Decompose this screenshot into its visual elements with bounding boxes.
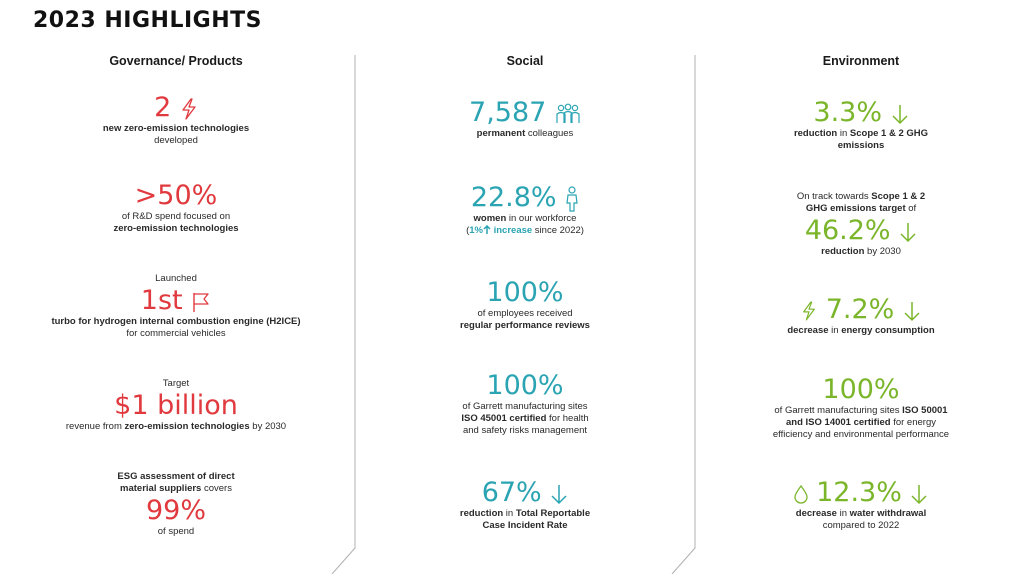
- arrow-down-icon: [550, 483, 568, 505]
- stat-value: 22.8%: [470, 182, 557, 213]
- increase-note: (1% increase since 2022): [466, 225, 584, 236]
- stat-label: revenue from zero-emission technologies by 2030: [65, 421, 287, 432]
- stat-label: of employees received: [477, 308, 573, 319]
- stat-label: for commercial vehicles: [126, 328, 226, 339]
- governance-item-revenue-target: [26, 378, 326, 433]
- arrow-down-icon: [891, 103, 909, 125]
- environment-item-energy: [711, 294, 1011, 337]
- governance-item-technologies: [26, 92, 326, 147]
- stat-value: 1st: [140, 285, 183, 316]
- stat-value: 7.2%: [825, 294, 895, 325]
- stat-value: 2: [154, 92, 172, 123]
- stat-label: ISO 45001 certified for health: [461, 413, 589, 424]
- flag-icon: [191, 291, 211, 313]
- social-item-women: [375, 182, 675, 237]
- stat-label: and ISO 14001 certified for energy: [786, 417, 936, 428]
- stat-label-bold: regular performance reviews: [460, 320, 590, 331]
- stat-label: On track towards Scope 1 & 2: [796, 191, 926, 202]
- environment-item-ghg-target: [711, 191, 1011, 258]
- arrow-down-icon: [899, 221, 917, 243]
- lightning-icon: [180, 98, 198, 120]
- stat-label-bold: emissions: [837, 140, 885, 151]
- social-header: Social: [506, 54, 544, 68]
- stat-prefix: Launched: [155, 273, 197, 284]
- stat-label: of Garrett manufacturing sites ISO 50001: [774, 405, 948, 416]
- stat-value: 12.3%: [816, 477, 902, 508]
- environment-header: Environment: [822, 54, 900, 68]
- stat-label-bold: Case Incident Rate: [482, 520, 568, 531]
- stat-label: of Garrett manufacturing sites: [462, 401, 588, 412]
- arrow-up-icon: [483, 225, 491, 235]
- stat-label: GHG emissions target of: [805, 203, 917, 214]
- stat-label: permanent colleagues: [476, 128, 574, 139]
- stat-label-bold: zero-emission technologies: [113, 223, 239, 234]
- stat-value: 100%: [486, 277, 564, 308]
- arrow-down-icon: [903, 300, 921, 322]
- woman-icon: [565, 186, 579, 212]
- environment-item-iso50001: [711, 374, 1011, 441]
- stat-label: decrease in water withdrawal: [795, 508, 927, 519]
- stat-value: 67%: [481, 477, 542, 508]
- stat-label-bold: new zero-emission technologies: [102, 123, 250, 134]
- governance-header: Governance/ Products: [109, 54, 243, 68]
- social-item-incident-rate: [375, 477, 675, 532]
- governance-item-rnd: [26, 180, 326, 235]
- stat-label: efficiency and environmental performance: [772, 429, 950, 440]
- stat-label: compared to 2022: [822, 520, 900, 531]
- lightning-icon: [801, 300, 817, 322]
- stat-label: reduction in Scope 1 & 2 GHG: [793, 128, 929, 139]
- stat-label-bold: ESG assessment of direct: [117, 471, 235, 482]
- stat-label: of spend: [157, 526, 195, 537]
- environment-item-water: [711, 477, 1011, 532]
- stat-value: 46.2%: [804, 215, 891, 246]
- social-item-iso45001: [375, 370, 675, 437]
- social-item-colleagues: [375, 97, 675, 140]
- stat-value: 7,587: [469, 97, 547, 128]
- stat-label-bold: turbo for hydrogen internal combustion engine (H2ICE): [51, 316, 301, 327]
- stat-value: $1 billion: [114, 390, 238, 421]
- stat-prefix: Target: [162, 378, 190, 389]
- stat-value: 99%: [145, 495, 206, 526]
- governance-item-esg: [26, 471, 326, 538]
- social-item-reviews: [375, 277, 675, 332]
- stat-label: and safety risks management: [462, 425, 588, 436]
- stat-value: >50%: [134, 180, 218, 211]
- stat-label: material suppliers covers: [120, 483, 232, 494]
- stat-value: 3.3%: [813, 97, 882, 128]
- environment-item-ghg: [711, 97, 1011, 152]
- arrow-down-icon: [910, 483, 928, 505]
- stat-label: decrease in energy consumption: [787, 325, 935, 336]
- stat-label: developed: [154, 135, 198, 146]
- stat-value: 100%: [822, 374, 900, 405]
- stat-value: 100%: [486, 370, 564, 401]
- water-drop-icon: [794, 484, 808, 504]
- stat-label: reduction in Total Reportable: [459, 508, 591, 519]
- page-title: 2023 HIGHLIGHTS: [33, 8, 262, 33]
- stat-label: reduction by 2030: [821, 246, 901, 257]
- stat-label: women in our workforce: [473, 213, 577, 224]
- governance-item-h2ice: [26, 273, 326, 340]
- people-group-icon: [555, 103, 581, 125]
- stat-label: of R&D spend focused on: [121, 211, 231, 222]
